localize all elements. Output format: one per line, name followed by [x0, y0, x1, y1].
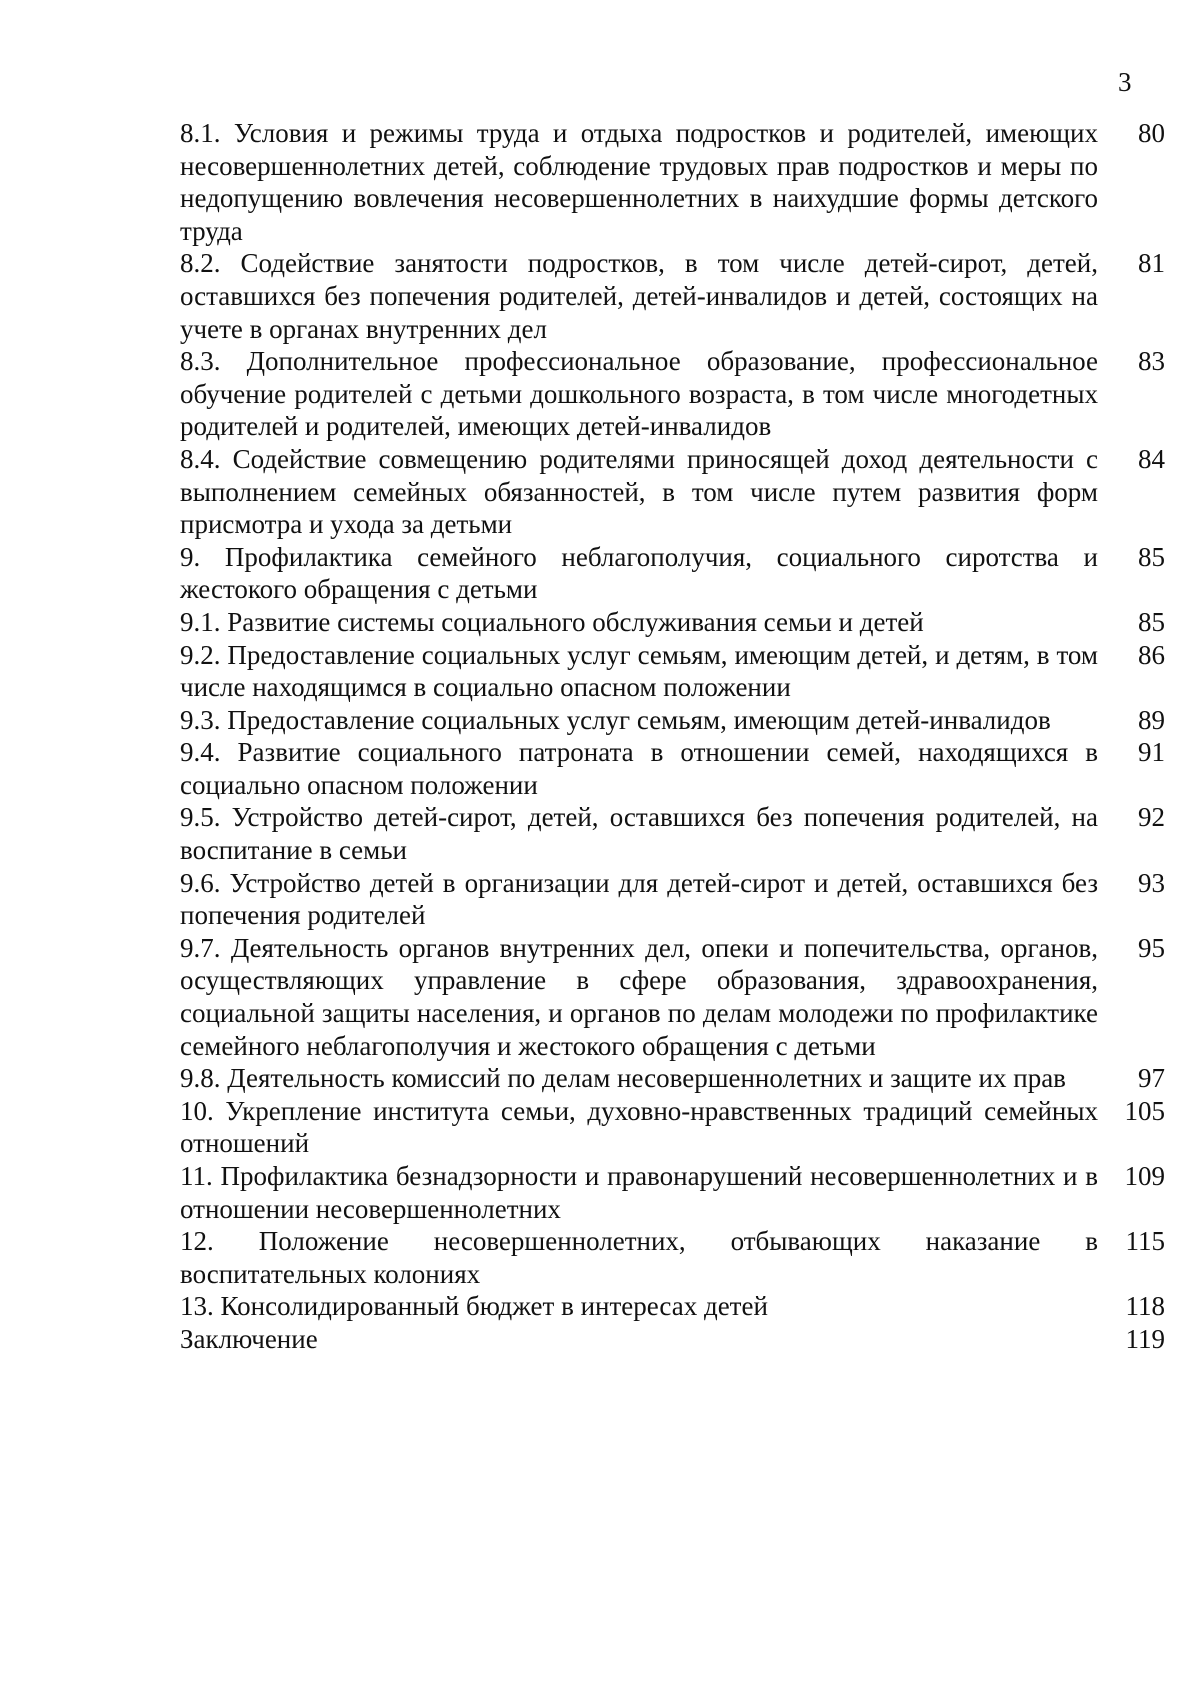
- toc-entry: [180, 736, 1165, 801]
- toc-entry-page: 119: [1125, 1323, 1165, 1354]
- toc-entry-title: 9.3. Предоставление социальных услуг семьям, имеющим детей-инвалидов: [180, 704, 1051, 735]
- toc-entry-page: 80: [1138, 118, 1165, 148]
- toc-entry-page: 109: [1124, 1161, 1165, 1191]
- toc-entry: [180, 541, 1165, 606]
- toc-entry: [180, 1095, 1165, 1160]
- toc-entry-page: 86: [1138, 639, 1165, 670]
- toc-entry: [180, 345, 1165, 443]
- table-of-contents: [180, 117, 1165, 1356]
- toc-entry-title: 8.4. Содействие совмещению родителями приносящей доход деятельности с выполнением семейных обязанностей, в том числе путем развития форм присмотра и ухода за детьми: [180, 443, 1098, 540]
- page-number: 3: [1118, 67, 1132, 97]
- toc-entry: [180, 867, 1165, 932]
- toc-entry: [180, 1323, 1165, 1356]
- toc-entry-title: 9.2. Предоставление социальных услуг семьям, имеющим детей, и детям, в том числе находящимся в социально опасном положении: [180, 639, 1098, 703]
- toc-entry-title: 10. Укрепление института семьи, духовно-нравственных традиций семейных отношений: [180, 1095, 1098, 1159]
- toc-entry-page: 93: [1138, 867, 1165, 898]
- toc-entry-page: 118: [1125, 1291, 1165, 1322]
- toc-entry-title: 9.8. Деятельность комиссий по делам несовершеннолетних и защите их прав: [180, 1063, 1066, 1094]
- toc-entry-page: 83: [1138, 346, 1165, 377]
- toc-entry-page: 105: [1124, 1095, 1165, 1126]
- toc-entry-page: 95: [1138, 932, 1165, 963]
- toc-entry-title: Заключение: [180, 1323, 318, 1354]
- toc-entry-title: 11. Профилактика безнадзорности и правонарушений несовершеннолетних и в отношении несовершеннолетних: [180, 1161, 1098, 1224]
- toc-entry: [180, 1290, 1165, 1323]
- toc-entry: [180, 1160, 1165, 1225]
- toc-entry: [180, 1225, 1165, 1290]
- toc-entry-page: 89: [1138, 704, 1165, 735]
- toc-entry-title: 8.2. Содействие занятости подростков, в том числе детей-сирот, детей, оставшихся без попечения родителей, детей-инвалидов и детей, состоящих на учете в органах внутренних дел: [180, 248, 1098, 344]
- toc-entry-title: 8.3. Дополнительное профессиональное образование, профессиональное обучение родителей с детьми дошкольного возраста, в том числе многодетных родителей и родителей, имеющих детей-инвалидов: [180, 346, 1098, 442]
- toc-entry-page: 91: [1138, 737, 1165, 768]
- toc-entry: [180, 606, 1165, 639]
- toc-entry: [180, 117, 1165, 247]
- toc-entry-page: 84: [1138, 443, 1165, 474]
- toc-entry: [180, 932, 1165, 1062]
- toc-entry-title: 8.1. Условия и режимы труда и отдыха подростков и родителей, имеющих несовершеннолетних детей, соблюдение трудовых прав подростков и меры по недопущению вовлечения несовершеннолетних в наихудшие формы детского труда: [180, 118, 1098, 246]
- toc-entry-title: 13. Консолидированный бюджет в интересах детей: [180, 1291, 768, 1322]
- toc-entry-title: 9.5. Устройство детей-сирот, детей, оставшихся без попечения родителей, на воспитание в семьи: [180, 802, 1098, 866]
- toc-entry-title: 12. Положение несовершеннолетних, отбывающих наказание в воспитательных колониях: [180, 1226, 1098, 1289]
- toc-entry: [180, 801, 1165, 866]
- toc-entry-title: 9.1. Развитие системы социального обслуживания семьи и детей: [180, 606, 924, 637]
- toc-entry-title: 9.7. Деятельность органов внутренних дел, опеки и попечительства, органов, осуществляющих управление в сфере образования, здравоохранения, социальной защиты населения, и органов по делам молодежи по профилактике семейного неблагополучия и жестокого обращения с детьми: [180, 932, 1098, 1061]
- toc-entry: [180, 704, 1165, 737]
- toc-entry-title: 9.4. Развитие социального патроната в отношении семей, находящихся в социально опасном положении: [180, 737, 1098, 800]
- toc-entry-page: 92: [1138, 802, 1165, 833]
- toc-entry-page: 81: [1138, 248, 1165, 279]
- toc-entry: [180, 247, 1165, 345]
- toc-entry-title: 9. Профилактика семейного неблагополучия, социального сиротства и жестокого обращения с детьми: [180, 541, 1098, 605]
- toc-entry: [180, 639, 1165, 704]
- toc-entry-page: 85: [1138, 541, 1165, 572]
- toc-entry: [180, 443, 1165, 541]
- toc-entry-title: 9.6. Устройство детей в организации для детей-сирот и детей, оставшихся без попечения родителей: [180, 867, 1098, 931]
- toc-entry-page: 97: [1138, 1063, 1165, 1094]
- toc-entry-page: 85: [1138, 606, 1165, 637]
- toc-entry: [180, 1062, 1165, 1095]
- toc-entry-page: 115: [1125, 1226, 1165, 1257]
